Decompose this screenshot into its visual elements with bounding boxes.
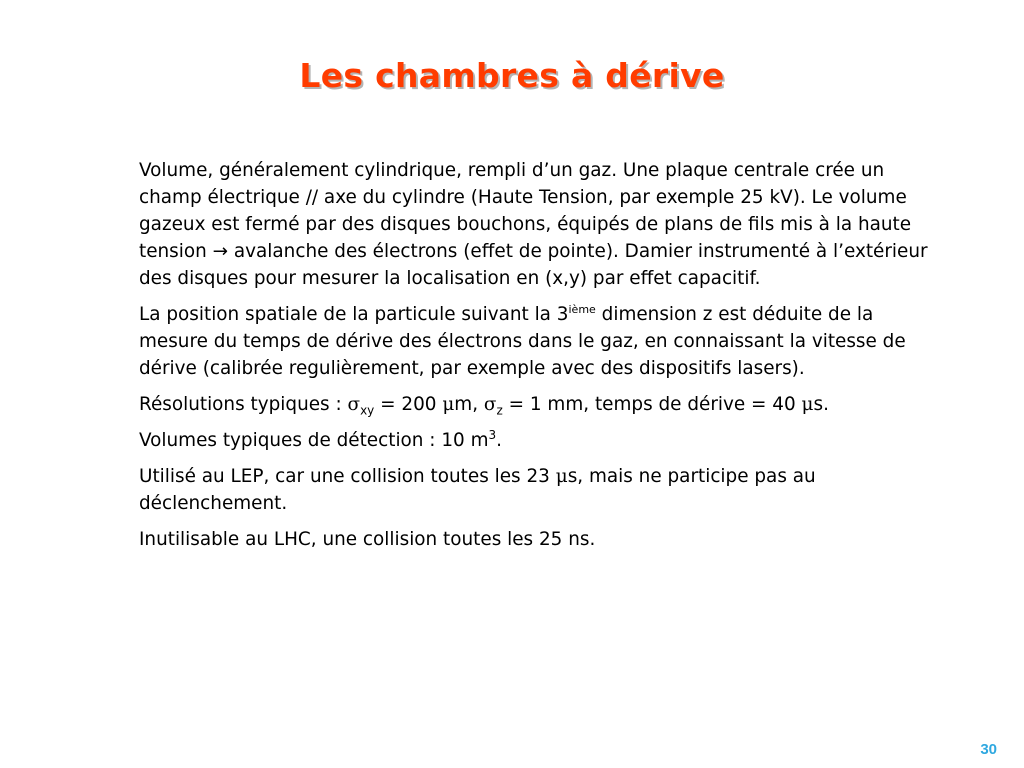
mu-symbol-2: μ	[801, 394, 814, 415]
volumes-text: Volumes typiques de détection : 10 m	[139, 430, 489, 451]
lep-text-end: s, mais ne participe pas au déclenchement.	[139, 466, 816, 514]
mu-symbol: μ	[442, 394, 455, 415]
resolutions-text-3: m,	[454, 394, 484, 415]
subscript-xy: xy	[360, 403, 375, 418]
resolutions-label: Résolutions typiques :	[139, 394, 348, 415]
slide-title: Les chambres à dérive	[299, 56, 725, 95]
subscript-z: z	[496, 403, 503, 418]
lep-text: Utilisé au LEP, car une collision toutes les 23	[139, 466, 556, 487]
resolutions-text-4: = 1 mm, temps de dérive = 40	[502, 394, 802, 415]
resolutions-text-2: = 200	[374, 394, 443, 415]
paragraph-z-position	[139, 301, 939, 382]
mu-symbol-3: μ	[555, 466, 568, 487]
slide-body	[139, 157, 939, 562]
page-number: 30	[980, 741, 997, 758]
paragraph-volumes	[139, 427, 939, 454]
volumes-text-end: .	[496, 430, 503, 451]
paragraph-z-position-text-2: dimension z est déduite de la mesure du temps de dérive des électrons dans le gaz, en connaissant la vitesse de dérive (calibrée regulièrement, par exemple avec des dispositifs lasers).	[139, 304, 906, 379]
paragraph-lep	[139, 463, 939, 517]
sigma-symbol-2: σ	[483, 394, 497, 415]
paragraph-z-position-text: La position spatiale de la particule suivant la 3	[139, 304, 569, 325]
paragraph-lhc: Inutilisable au LHC, une collision toutes les 25 ns.	[139, 529, 596, 550]
paragraph-description: Volume, généralement cylindrique, rempli d’un gaz. Une plaque centrale crée un champ électrique // axe du cylindre (Haute Tension, par exemple 25 kV). Le volume gazeux est fermé par des disques bouchons, équipés de plans de fils mis à la haute tension → avalanche des électrons (effet de pointe). Damier instrumenté à l’extérieur des disques pour mesurer la localisation en (x,y) par effet capacitif.	[139, 160, 928, 289]
resolutions-text-5: s.	[813, 394, 829, 415]
paragraph-resolutions	[139, 391, 939, 418]
sigma-symbol: σ	[347, 394, 361, 415]
superscript-3: 3	[488, 427, 497, 442]
superscript-ieme: ième	[568, 302, 596, 316]
